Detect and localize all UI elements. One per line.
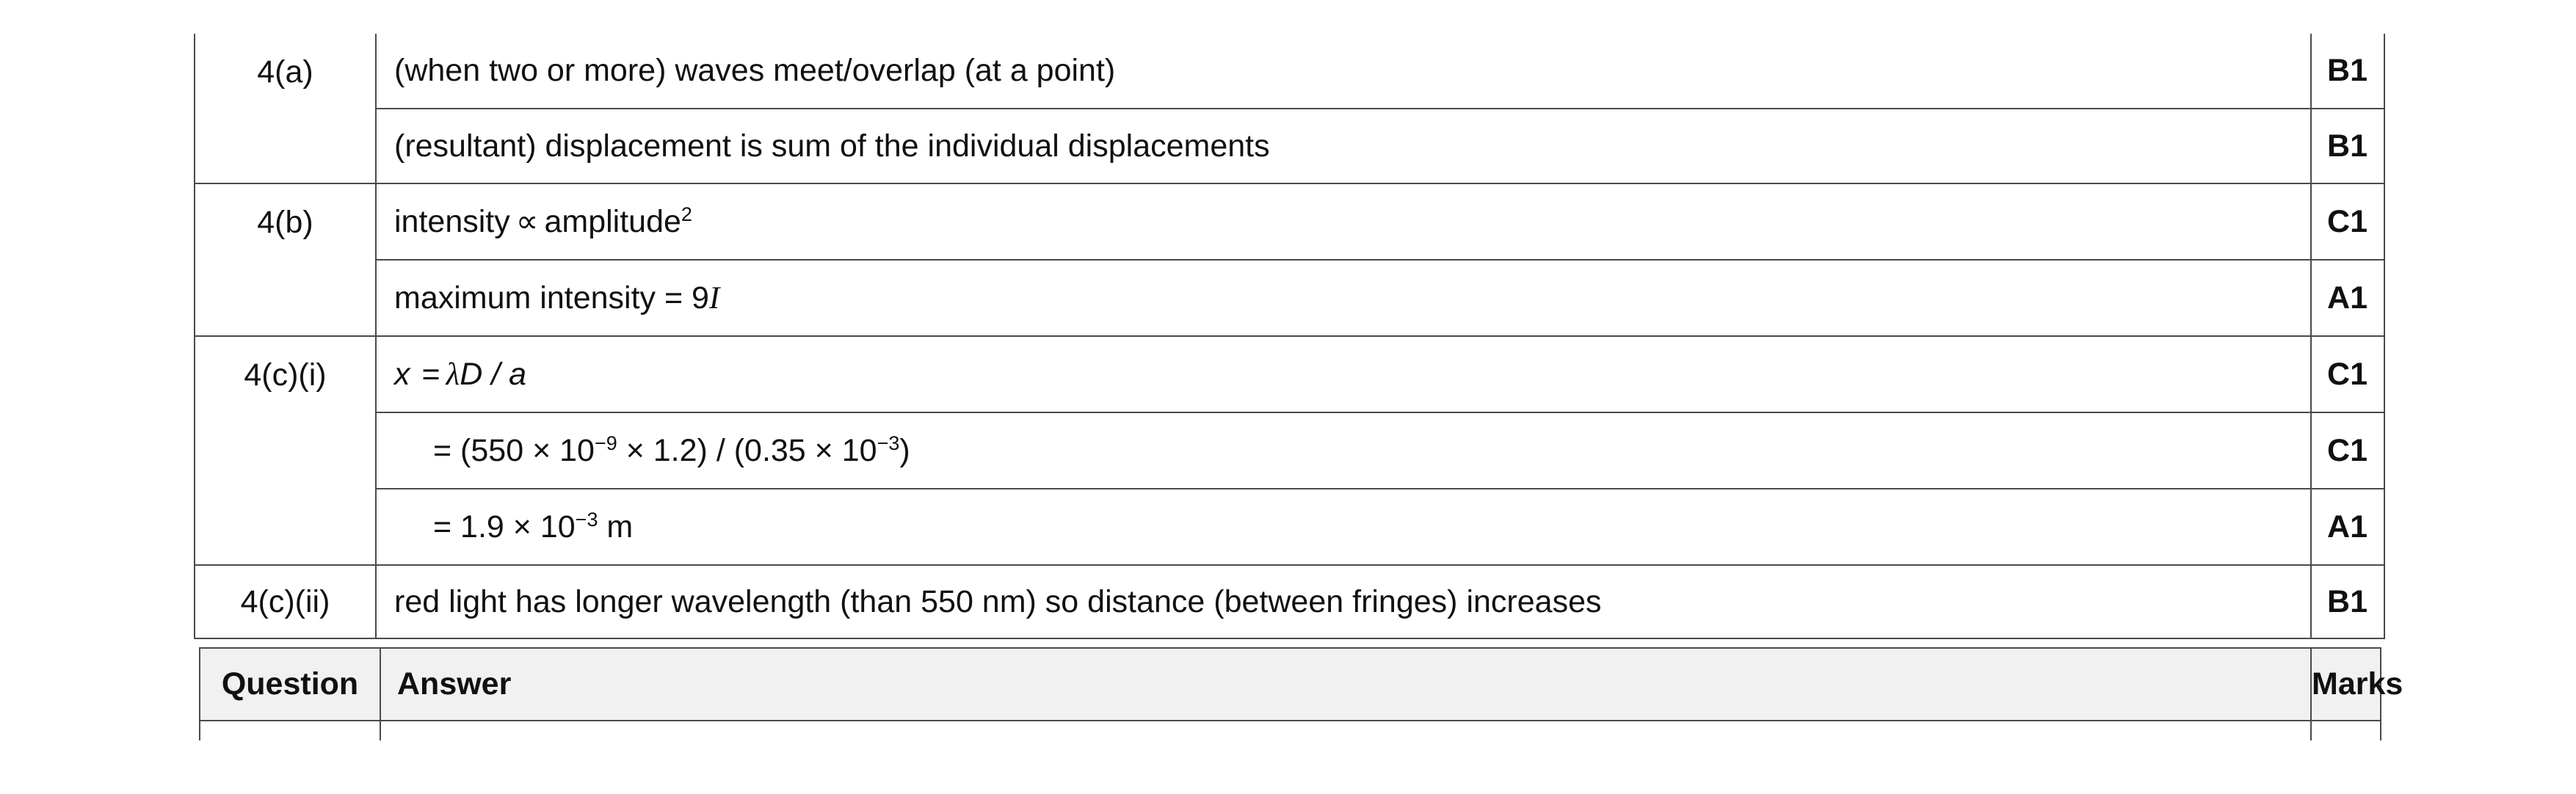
header-row [200,648,2381,721]
answer-text: amplitude [544,204,681,239]
calculation-text: = (550 × 10 [433,432,595,468]
calculation-text: ) [899,432,910,468]
table-row [195,489,2384,565]
column-header-marks: Marks [2311,648,2381,721]
next-page-table-header [199,647,2403,740]
table-row [195,260,2384,336]
superscript-exponent: 2 [681,203,692,225]
empty-cell [200,721,380,740]
answer-text: maximum intensity = 9 [394,280,709,316]
mark-cell: C1 [2311,412,2384,489]
proportional-symbol: ∝ [515,204,539,239]
empty-cell [2311,721,2381,740]
table-row-stub [200,721,2381,740]
unit-text: m [598,509,634,544]
table-row [195,565,2384,638]
answer-cell: red light has longer wavelength (than 550 nm) so distance (between fringes) increases [376,565,2311,638]
mark-cell: B1 [2311,565,2384,638]
table-row [195,109,2384,183]
mark-cell: C1 [2311,183,2384,260]
mark-cell: A1 [2311,260,2384,336]
mark-cell: B1 [2311,34,2384,109]
variable-intensity: I [708,280,720,316]
variable-x: x [394,356,410,392]
answer-text: intensity [394,204,510,239]
table-row [195,34,2384,109]
question-number: 4(b) [195,183,376,336]
equals-sign: = [421,356,440,392]
table-row [195,336,2384,412]
calculation-text: × 1.2) / (0.35 × 10 [617,432,877,468]
column-header-answer: Answer [380,648,2311,721]
formula-text: D / a [460,356,527,392]
variable-lambda: λ [446,357,460,392]
mark-cell: A1 [2311,489,2384,565]
answer-cell: (resultant) displacement is sum of the individual displacements [376,109,2311,183]
answer-cell: (when two or more) waves meet/overlap (at a point) [376,34,2311,109]
answer-cell [376,412,2311,489]
question-number: 4(a) [195,34,376,183]
answer-cell [376,336,2311,412]
mark-scheme-table [194,34,2385,639]
mark-cell: C1 [2311,336,2384,412]
question-number: 4(c)(i) [195,336,376,565]
answer-cell [376,489,2311,565]
question-number: 4(c)(ii) [195,565,376,638]
superscript-exponent: −3 [877,431,900,454]
superscript-exponent: −3 [575,508,598,531]
answer-cell [376,183,2311,260]
superscript-exponent: −9 [594,431,617,454]
calculation-text: = 1.9 × 10 [433,509,576,544]
table-row [195,183,2384,260]
empty-cell [380,721,2311,740]
column-header-question: Question [200,648,380,721]
mark-cell: B1 [2311,109,2384,183]
table-row [195,412,2384,489]
answer-cell [376,260,2311,336]
